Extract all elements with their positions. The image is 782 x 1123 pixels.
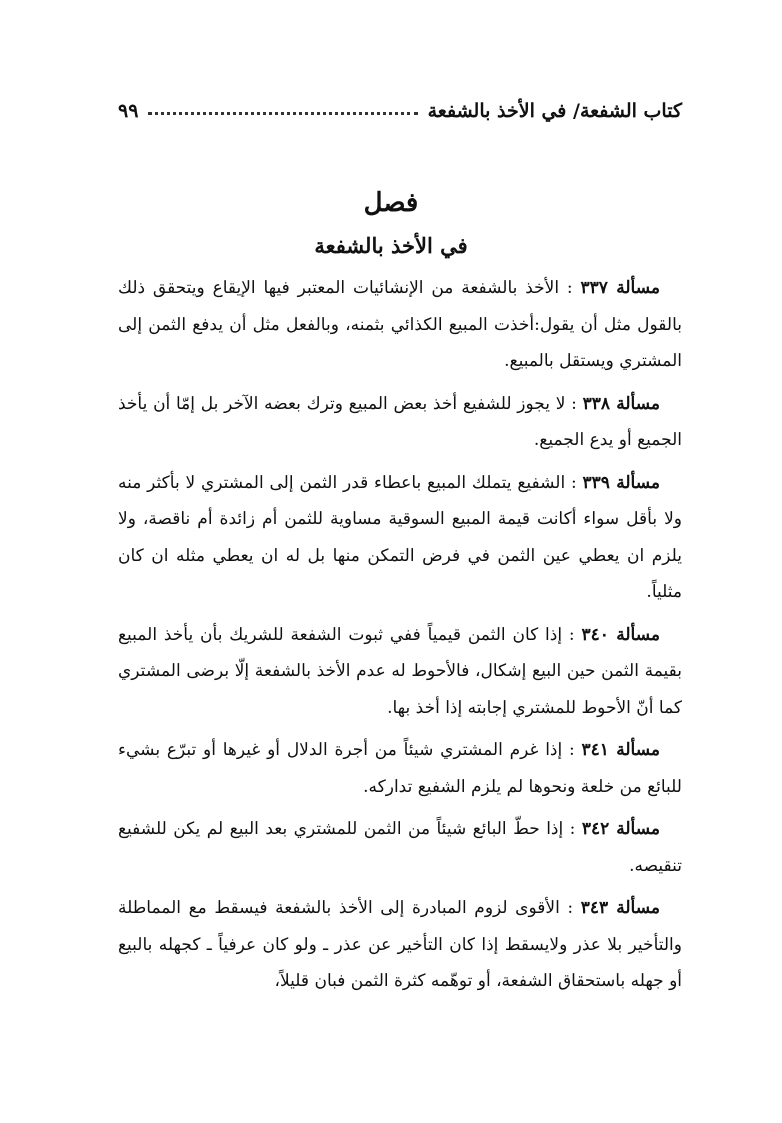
issue-label: مسألة ٣٣٩ [582, 472, 661, 493]
running-head-title: كتاب الشفعة/ في الأخذ بالشفعة [427, 100, 682, 122]
issue-text: : الأقوى لزوم المبادرة إلى الأخذ بالشفعة فيسقط مع المماطلة والتأخير بلا عذر ولايسقط إذا كان التأخير عن عذر ـ ولو كان عرفياً ـ كجهله بالبيع أو جهله باستحقاق الشفعة، أو توهّمه كثرة الثمن فبان قليلاً، [118, 898, 682, 991]
issue-label: مسألة ٣٤٢ [581, 819, 660, 839]
issue-338 [118, 386, 682, 459]
issue-text: : إذا كان الثمن قيمياً ففي ثبوت الشفعة للشريك بأن يأخذ المبيع بقيمة الثمن حين البيع إشكال، فالأحوط له عدم الأخذ بالشفعة إلّا برضى المشتري كما أنّ الأحوط للمشتري إجابته إذا أخذ بها. [118, 624, 682, 718]
section-title: فصل [363, 188, 419, 218]
issue-label: مسألة ٣٤١ [581, 740, 661, 760]
issue-text: : إذا غرم المشتري شيئاً من أجرة الدلال أو غيرها أو تبرّع بشيء للبائع من خلعة ونحوها لم يلزم الشفيع تداركه. [118, 740, 682, 797]
issue-340 [118, 617, 682, 727]
page-number: ٩٩ [118, 100, 139, 122]
issue-text: : الشفيع يتملك المبيع باعطاء قدر الثمن إلى المشتري لا بأكثر منه ولا بأقل سواء أكانت قيمة المبيع السوقية مساوية للثمن أم زائدة أم ناقصة، ولا يلزم ان يعطي عين الثمن في فرض التمكن منها بل له ان يعطي مثله ان كان مثلياً. [118, 472, 682, 602]
issue-label: مسألة ٣٣٧ [580, 278, 660, 298]
issue-341 [118, 732, 682, 805]
issue-text: : إذا حطّ البائع شيئاً من الثمن للمشتري بعد البيع لم يكن للشفيع تنقيصه. [118, 819, 682, 876]
running-head [118, 86, 682, 122]
issue-label: مسألة ٣٤٠ [581, 624, 660, 645]
issue-343 [118, 890, 682, 1000]
section-subtitle: في الأخذ بالشفعة [314, 233, 468, 258]
issue-337 [118, 270, 682, 380]
issue-label: مسألة ٣٤٣ [580, 898, 660, 918]
body-text [118, 270, 682, 1006]
issue-label: مسألة ٣٣٨ [582, 393, 661, 414]
issue-342 [118, 811, 682, 884]
issue-text: : الأخذ بالشفعة من الإنشائيات المعتبر فيها الإيقاع ويتحقق ذلك بالقول مثل أن يقول:أخذت المبيع الكذائي بثمنه، وبالفعل مثل أن يدفع الثمن إلى المشتري ويستقل بالمبيع. [118, 278, 682, 371]
issue-339 [118, 465, 682, 611]
leader-dots [148, 111, 417, 115]
issue-text: : لا يجوز للشفيع أخذ بعض المبيع وترك بعضه الآخر بل إمّا أن يأخذ الجميع أو يدع الجميع. [118, 393, 682, 450]
